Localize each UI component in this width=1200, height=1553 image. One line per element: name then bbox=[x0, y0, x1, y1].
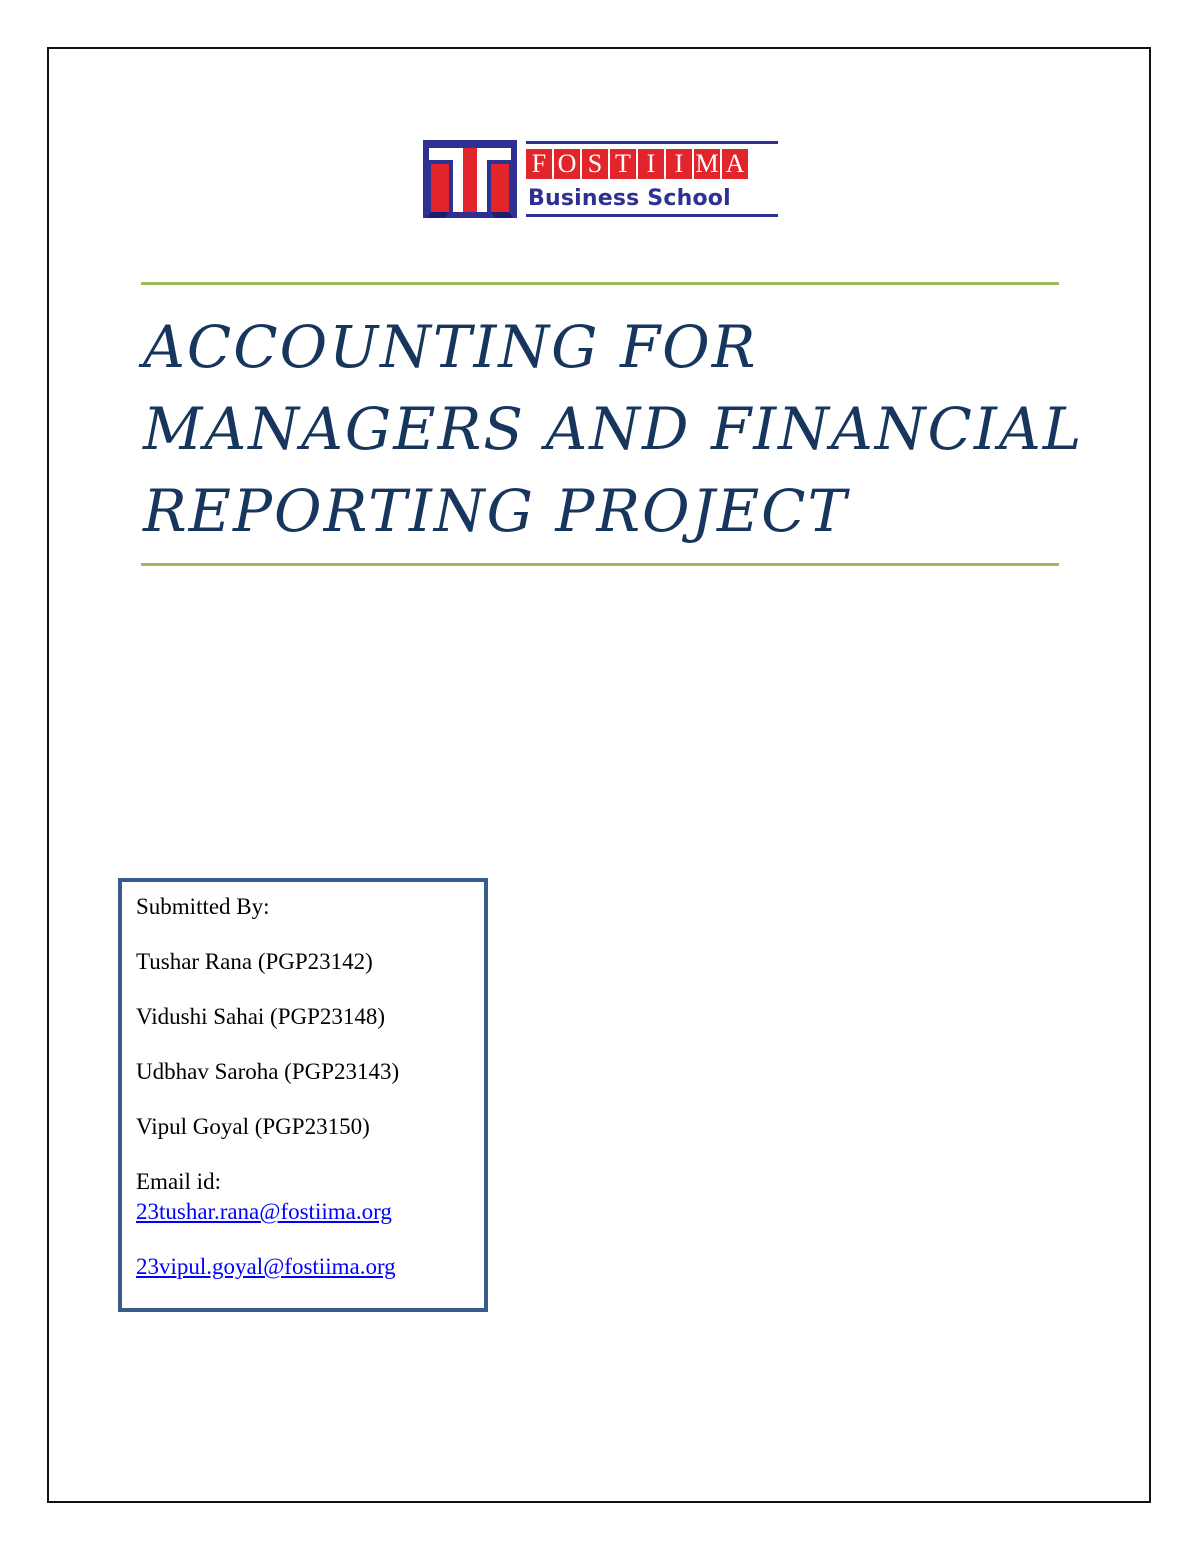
member-name: Udbhav Saroha (PGP23143) bbox=[136, 1059, 400, 1084]
submitted-by-heading: Submitted By: bbox=[136, 894, 270, 919]
logo-letter: A bbox=[722, 149, 748, 179]
title-rule-bottom bbox=[141, 563, 1059, 566]
logo-top-line bbox=[526, 141, 778, 144]
logo-subtitle: Business School bbox=[528, 186, 731, 211]
title-line: ACCOUNTING FOR bbox=[143, 313, 758, 381]
logo-letter: F bbox=[526, 149, 552, 179]
logo-letter: I bbox=[638, 149, 664, 179]
member-name: Vipul Goyal (PGP23150) bbox=[136, 1114, 370, 1139]
logo-letter: I bbox=[666, 149, 692, 179]
title-line: MANAGERS AND FINANCIAL bbox=[143, 395, 1084, 463]
logo-underline bbox=[526, 214, 778, 217]
title-line: REPORTING PROJECT bbox=[143, 477, 849, 545]
building-pillar-icon bbox=[423, 140, 517, 218]
logo-letter: O bbox=[554, 149, 580, 179]
title-rule-top bbox=[141, 282, 1059, 285]
logo-letter: S bbox=[582, 149, 608, 179]
email-label: Email id: bbox=[136, 1169, 221, 1194]
fostiima-logo bbox=[423, 140, 779, 218]
member-name: Tushar Rana (PGP23142) bbox=[136, 949, 373, 974]
member-name: Vidushi Sahai (PGP23148) bbox=[136, 1004, 386, 1029]
logo-letter: T bbox=[610, 149, 636, 179]
email-link-tushar[interactable]: 23tushar.rana@fostiima.org bbox=[136, 1199, 392, 1224]
logo-letter: M bbox=[695, 149, 719, 178]
logo-wordmark bbox=[526, 149, 748, 179]
email-link-vipul[interactable]: 23vipul.goyal@fostiima.org bbox=[136, 1254, 396, 1279]
submission-box bbox=[118, 878, 488, 1312]
document-title bbox=[143, 306, 1083, 552]
